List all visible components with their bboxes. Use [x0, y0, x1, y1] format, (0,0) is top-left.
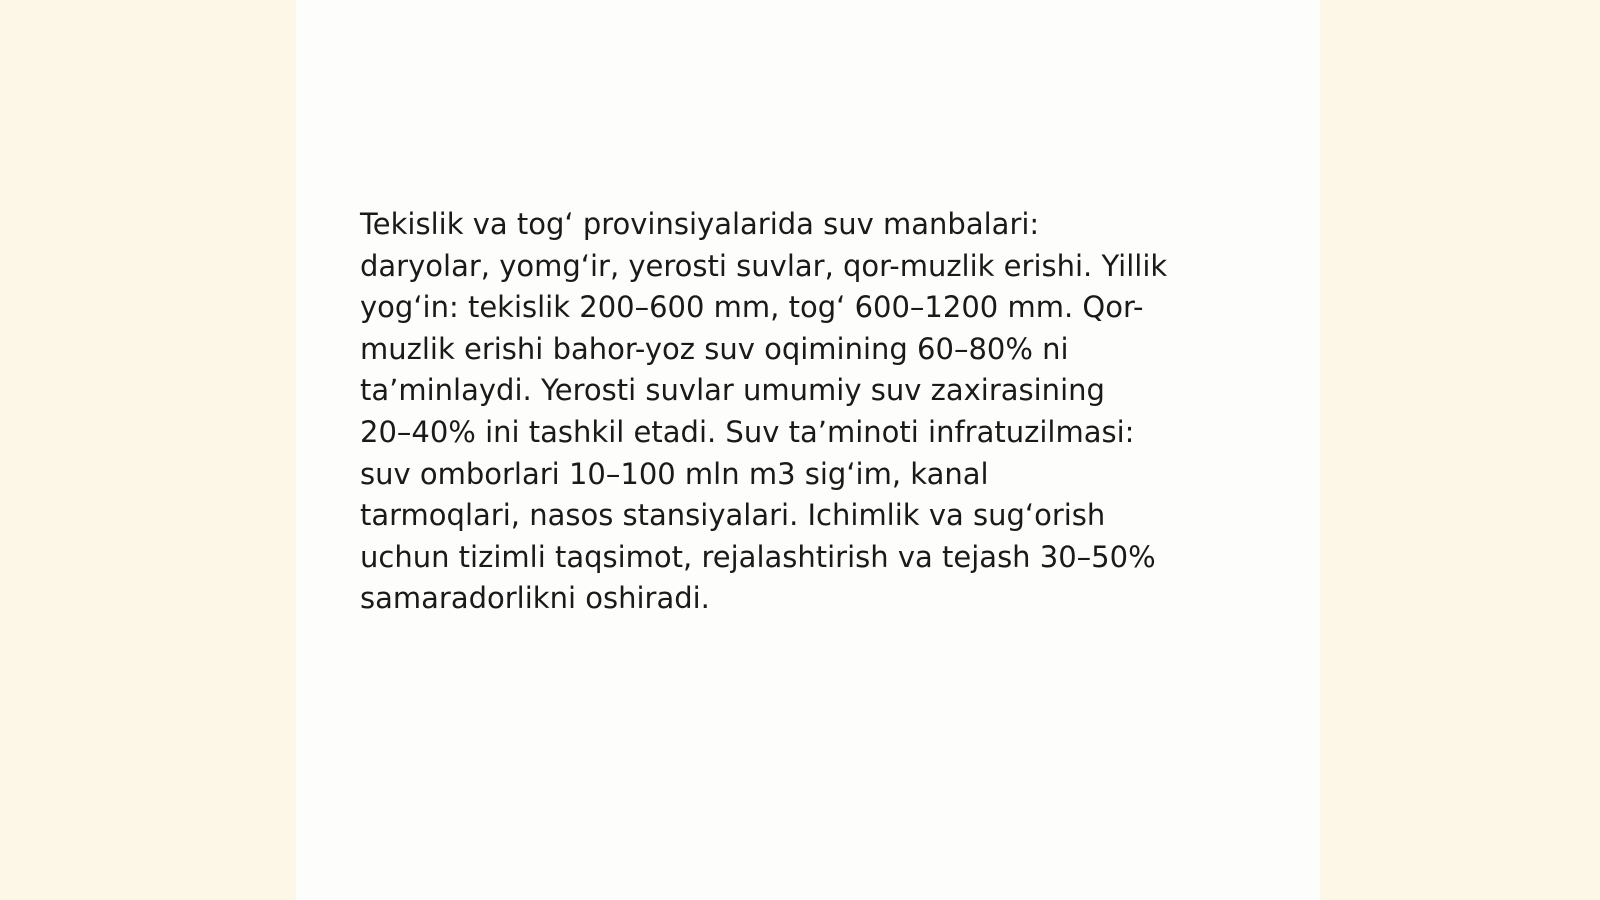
paragraph-line: uchun tizimli taqsimot, rejalashtirish va tejash 30–50%	[360, 539, 1156, 574]
paragraph-line: Tekislik va tog‘ provinsiyalarida suv manbalari:	[360, 207, 1040, 241]
document-page	[296, 0, 1320, 900]
paragraph-line: daryolar, yomg‘ir, yerosti suvlar, qor-muzlik erishi. Yillik	[360, 248, 1168, 283]
paragraph-line: muzlik erishi bahor-yoz suv oqimining 60–80% ni	[360, 331, 1069, 366]
paragraph-line: yog‘in: tekislik 200–600 mm, tog‘ 600–1200 mm. Qor-	[360, 290, 1144, 325]
paragraph-line: suv omborlari 10–100 mln m3 sig‘im, kanal	[360, 456, 989, 491]
paragraph-line: samaradorlikni oshiradi.	[360, 581, 710, 616]
paragraph-line: 20–40% ini tashkil etadi. Suv ta’minoti infratuzilmasi:	[360, 414, 1135, 449]
paragraph-line: ta’minlaydi. Yerosti suvlar umumiy suv zaxirasining	[360, 373, 1105, 408]
paragraph-line: tarmoqlari, nasos stansiyalari. Ichimlik va sug‘orish	[360, 498, 1106, 533]
body-paragraph	[360, 204, 1260, 620]
